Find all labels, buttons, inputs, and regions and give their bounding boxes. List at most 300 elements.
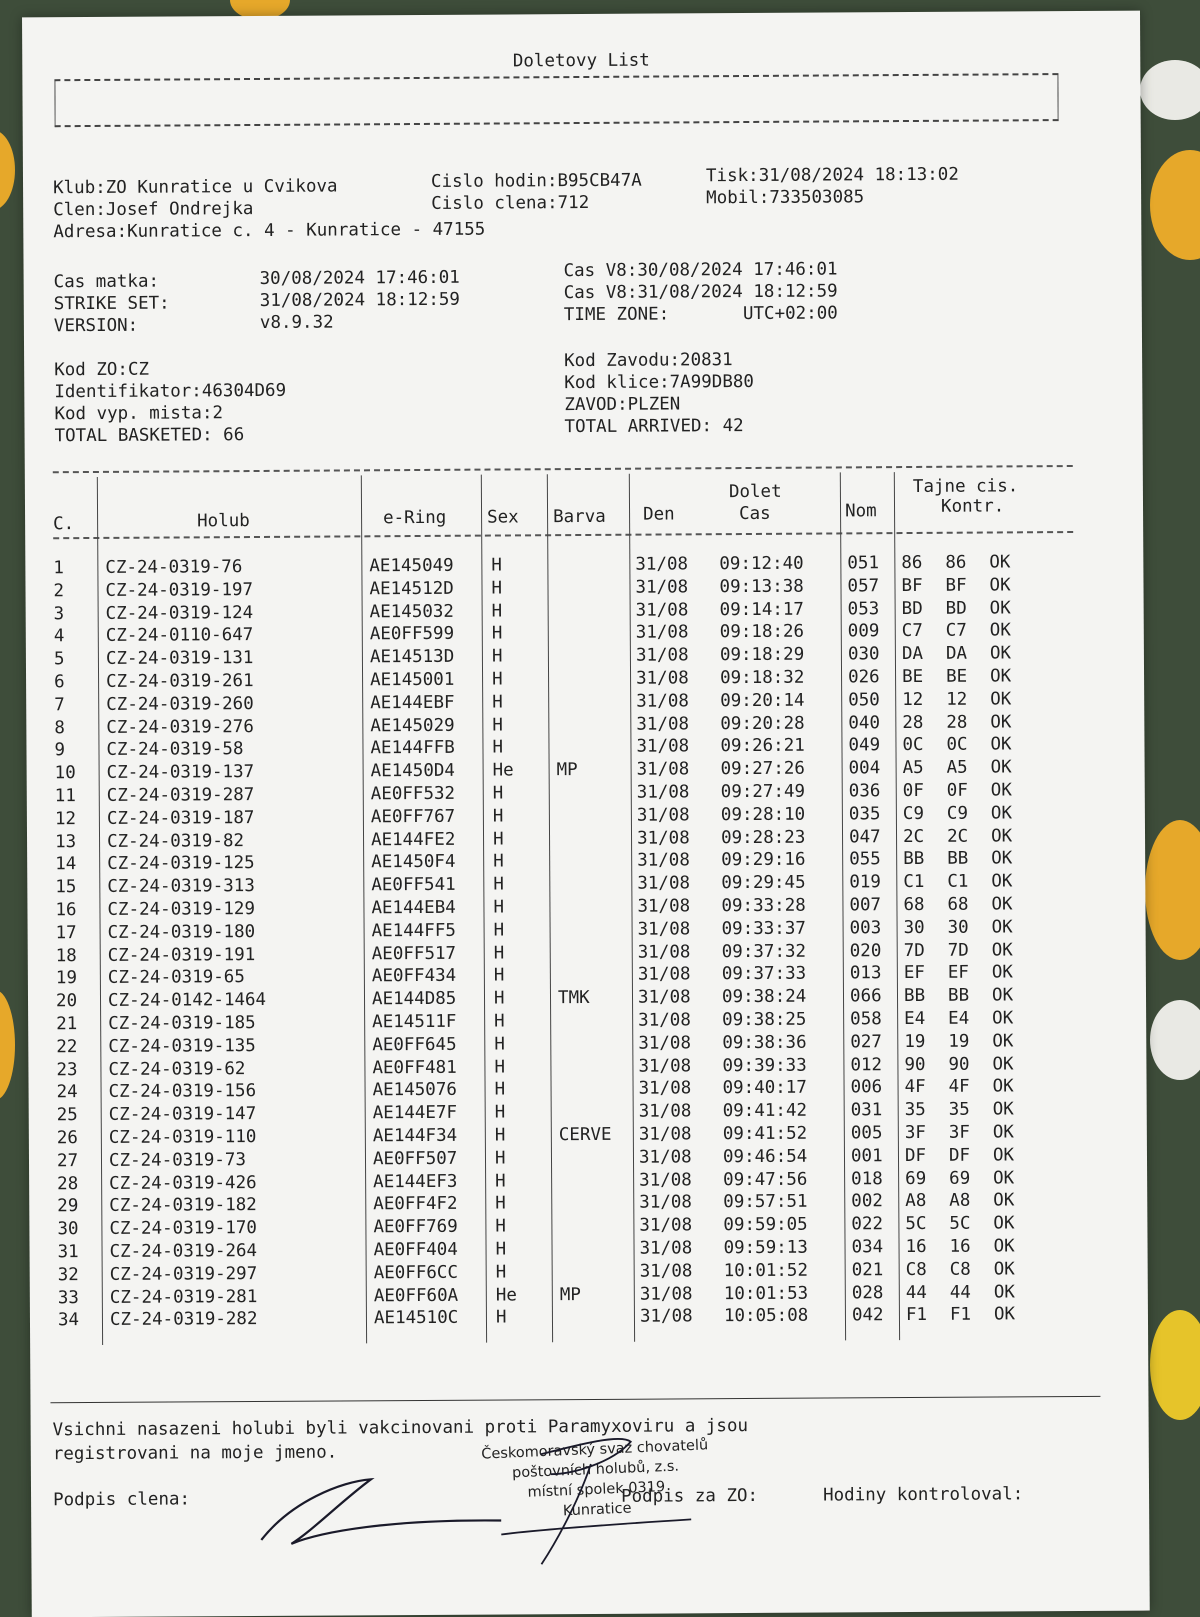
cell-kontrola: OK [989,643,1012,664]
cell-sex: H [494,1034,505,1055]
cell-cas: 09:57:51 [723,1192,808,1213]
time-zone: TIME ZONE: UTC+02:00 [563,303,838,326]
cell-poradi: 23 [56,1059,78,1080]
cell-holub: CZ-24-0319-276 [106,716,254,738]
total-basketed: TOTAL BASKETED: 66 [54,425,245,447]
cell-kontrola: OK [992,1076,1014,1097]
info-cislo-hodin: Cislo hodin:B95CB47A [430,170,642,192]
cell-kontrola: OK [989,620,1011,641]
cell-sex: H [493,920,505,941]
cell-sex: H [494,1125,506,1146]
hodiny-kontroloval-label: Hodiny kontroloval: [822,1484,1024,1506]
cell-kontrola: OK [991,871,1013,892]
cell-kontrola: OK [992,1122,1014,1143]
cell-den: 31/08 [639,1283,693,1305]
cell-tajne2: 28 [946,712,968,733]
cas-matka-value: 30/08/2024 17:46:01 [259,267,460,289]
cell-holub: CZ-24-0319-281 [109,1286,258,1308]
cell-kontrola: OK [991,894,1013,915]
col-header-tajne: Tajne cis. [912,476,1019,497]
cell-holub: CZ-24-0319-156 [108,1081,257,1103]
title-box [54,73,1058,127]
cell-tajne2: EF [947,963,970,984]
cell-nom: 018 [851,1168,883,1189]
cell-cas: 09:28:23 [720,827,806,848]
cell-nom: 003 [849,917,882,939]
cell-kontrola: OK [990,757,1012,778]
background-flower [1150,1310,1200,1420]
cell-holub: CZ-24-0319-147 [108,1104,257,1126]
cell-tajne1: C8 [905,1259,927,1280]
cell-den: 31/08 [638,1078,692,1100]
col-header-den: Den [642,504,675,525]
cell-poradi: 26 [56,1128,78,1149]
cell-holub: CZ-24-0319-137 [106,762,255,784]
cell-den: 31/08 [635,622,689,644]
cell-tajne2: 90 [948,1054,970,1075]
cell-tajne1: C9 [902,803,925,824]
cell-ering: AE145029 [370,715,455,736]
cell-den: 31/08 [639,1238,693,1259]
cell-kontrola: OK [993,1259,1015,1280]
cell-ering: AE0FF541 [371,874,456,896]
cell-den: 31/08 [636,691,689,712]
cell-sex: H [492,783,504,804]
cell-tajne1: 68 [903,894,925,916]
table-top-rule [53,465,1073,473]
cell-kontrola: OK [993,1213,1015,1234]
cell-tajne2: BE [945,666,968,687]
cell-cas: 09:38:24 [721,986,807,1008]
cell-holub: CZ-24-0319-187 [106,807,255,829]
cell-poradi: 7 [54,694,65,716]
cell-nom: 007 [849,895,882,916]
cell-sex: H [491,646,503,667]
cell-den: 31/08 [635,645,689,666]
cell-kontrola: OK [992,1099,1014,1120]
cell-tajne1: 12 [902,689,924,710]
cell-sex: H [491,623,503,644]
cell-kontrola: OK [991,939,1013,961]
cell-nom: 002 [851,1191,883,1212]
cell-tajne2: 4F [948,1077,970,1098]
cell-nom: 058 [850,1009,882,1030]
zo-signature [481,1433,702,1584]
cell-poradi: 10 [54,763,76,784]
cell-sex: H [492,737,504,758]
cell-tajne1: BB [903,849,925,870]
cell-poradi: 18 [55,945,77,966]
cell-poradi: 22 [56,1036,78,1058]
cell-cas: 09:20:28 [720,713,805,734]
cell-ering: AE144FF5 [371,920,456,942]
cell-cas: 09:13:38 [719,576,804,597]
cell-holub: CZ-24-0319-180 [107,921,256,943]
info-tisk: Tisk:31/08/2024 18:13:02 [705,164,959,187]
cell-tajne2: 0F [946,780,968,801]
cell-cas: 10:01:53 [723,1283,809,1304]
cell-ering: AE14512D [369,578,454,600]
cell-barva: CERVE [558,1124,612,1146]
cell-nom: 066 [849,986,882,1007]
cell-sex: H [494,1011,505,1032]
cell-poradi: 25 [56,1105,78,1126]
cell-tajne1: 0C [902,735,924,756]
cell-ering: AE144EF3 [373,1171,458,1192]
strike-set-value: 31/08/2024 18:12:59 [259,289,460,311]
cell-tajne1: F1 [905,1305,928,1326]
cell-nom: 020 [849,940,882,961]
cell-holub: CZ-24-0319-264 [109,1241,258,1262]
cell-nom: 031 [850,1100,883,1121]
footer-rule [50,1396,1100,1403]
cell-tajne1: 4F [904,1077,926,1098]
cell-holub: CZ-24-0319-313 [107,876,255,898]
cell-sex: H [493,897,505,918]
cell-tajne1: 44 [905,1282,927,1303]
cell-ering: AE0FF767 [370,806,456,828]
cell-sex: H [492,692,503,713]
col-header-nom: Nom [844,501,877,522]
cell-poradi: 1 [53,558,64,579]
podpis-za-zo-label: Podpis za ZO: [620,1485,759,1507]
cell-holub: CZ-24-0319-426 [109,1172,257,1194]
cell-tajne1: A8 [905,1191,927,1212]
table-row [30,1303,1070,1332]
cell-poradi: 9 [54,740,66,761]
cell-tajne2: 69 [949,1168,971,1189]
cell-poradi: 32 [57,1264,79,1286]
cell-sex: H [495,1193,506,1214]
cell-tajne2: BD [945,598,967,619]
cell-tajne1: 5C [905,1214,927,1235]
cell-tajne2: 16 [949,1236,971,1257]
cell-sex: H [495,1307,507,1328]
cell-tajne1: BB [903,986,926,1007]
cell-ering: AE0FF599 [369,624,455,645]
cell-cas: 09:37:32 [721,941,807,962]
cell-den: 31/08 [638,1101,692,1122]
cell-cas: 09:38:36 [722,1032,807,1053]
cell-tajne2: F1 [949,1305,972,1326]
cell-cas: 09:29:16 [721,850,806,871]
cell-poradi: 20 [55,991,78,1012]
cell-den: 31/08 [637,873,691,894]
info-clen: Clen:Josef Ondrejka [53,199,254,221]
cell-ering: AE0FF434 [371,966,457,987]
cell-kontrola: OK [991,848,1013,869]
strike-set-label: STRIKE SET: [53,293,170,315]
kod-zo: Kod ZO:CZ [54,359,150,381]
cell-den: 31/08 [636,668,689,689]
cell-tajne1: C1 [903,872,925,893]
cell-tajne1: DA [901,644,924,665]
cell-ering: AE145076 [372,1080,457,1101]
cell-ering: AE14510C [373,1308,459,1329]
cell-tajne2: A5 [946,757,968,778]
cell-sex: H [491,601,503,622]
cell-cas: 09:26:21 [720,736,805,757]
col-header-cas: Cas [738,503,771,525]
cell-holub: CZ-24-0319-62 [108,1058,246,1080]
cell-ering: AE0FF404 [373,1239,458,1261]
cell-nom: 001 [850,1145,883,1167]
cell-ering: AE144EB4 [371,897,456,919]
cell-cas: 09:39:33 [722,1055,807,1076]
cell-sex: H [494,1102,506,1123]
cell-cas: 09:28:10 [720,804,806,825]
cell-ering: AE14513D [369,646,455,668]
cell-kontrola: OK [993,1167,1015,1189]
cell-kontrola: OK [990,780,1012,801]
cell-tajne2: 19 [948,1031,970,1052]
stamp-line: Kunratice [562,1500,632,1520]
cell-tajne1: BF [901,575,923,596]
cell-kontrola: OK [992,1008,1014,1029]
cell-ering: AE1450D4 [370,760,455,782]
cell-den: 31/08 [635,554,689,575]
cell-tajne1: 3F [904,1122,926,1144]
background-flower [1150,1000,1200,1080]
cell-holub: CZ-24-0319-82 [106,830,245,852]
cell-ering: AE1450F4 [371,852,456,873]
cell-den: 31/08 [636,759,690,780]
cell-poradi: 12 [54,808,77,830]
cell-poradi: 17 [55,922,77,944]
cell-barva: MP [556,760,578,781]
cell-nom: 040 [848,712,881,733]
cell-cas: 10:05:08 [723,1306,809,1327]
cell-ering: AE145032 [369,601,455,622]
cell-nom: 019 [849,872,881,893]
cell-sex: He [492,760,514,781]
cell-nom: 009 [847,621,880,642]
cell-holub: CZ-24-0319-125 [107,853,255,875]
cell-den: 31/08 [636,713,690,735]
cell-poradi: 13 [54,831,77,852]
cell-kontrola: OK [993,1236,1015,1257]
cell-den: 31/08 [636,827,690,849]
cell-sex: H [492,829,504,850]
cell-kontrola: OK [991,962,1014,983]
cell-sex: H [492,715,503,736]
cell-tajne1: 16 [905,1236,927,1258]
col-header-ering: e-Ring [383,507,447,529]
cell-nom: 057 [847,575,880,597]
cell-cas: 09:40:17 [722,1078,807,1099]
cell-den: 31/08 [639,1306,693,1328]
cell-tajne2: BB [947,985,970,1006]
cell-poradi: 11 [54,786,76,807]
zavod: ZAVOD:PLZEN [564,394,681,416]
cell-kontrola: OK [993,1304,1016,1325]
cell-barva: TMK [557,988,590,1009]
cell-sex: H [493,965,505,986]
cell-tajne2: 2C [946,826,969,847]
cell-cas: 09:59:05 [723,1214,808,1236]
cell-tajne2: 86 [945,552,967,573]
cell-kontrola: OK [993,1281,1015,1303]
doletovy-list-sheet [22,11,1150,1617]
cell-cas: 09:38:25 [722,1009,807,1031]
cell-tajne1: 90 [904,1054,926,1075]
cell-kontrola: OK [990,711,1012,733]
cell-tajne2: E4 [948,1008,970,1029]
kod-klice: Kod klice:7A99DB80 [564,371,754,394]
cell-den: 31/08 [639,1261,693,1282]
cell-nom: 006 [850,1077,883,1098]
cell-den: 31/08 [636,736,690,758]
cell-cas: 09:18:29 [719,644,805,666]
podpis-clena-label: Podpis clena: [53,1489,191,1511]
cell-cas: 09:27:26 [720,758,805,780]
total-arrived: TOTAL ARRIVED: 42 [564,416,744,438]
cell-den: 31/08 [638,1010,691,1031]
cell-holub: CZ-24-0319-110 [108,1127,257,1148]
cell-tajne2: BF [945,575,967,596]
cell-holub: CZ-24-0319-73 [108,1149,247,1171]
cell-holub: CZ-24-0319-185 [108,1013,256,1034]
cell-den: 31/08 [637,941,691,963]
cell-cas: 09:37:33 [721,964,807,985]
identifikator: Identifikator:46304D69 [54,380,287,403]
cell-tajne1: 19 [904,1031,926,1052]
cell-ering: AE0FF769 [373,1216,458,1238]
cell-tajne1: 86 [901,552,923,574]
cell-poradi: 30 [57,1219,79,1240]
cell-nom: 005 [850,1123,883,1144]
info-mobil: Mobil:733503085 [706,187,865,209]
cell-holub: CZ-24-0319-58 [106,739,244,761]
cell-tajne2: 30 [947,917,969,938]
kod-vyp-mista: Kod vyp. mista:2 [54,403,224,425]
cell-sex: He [495,1285,517,1306]
info-cislo-clena: Cislo clena:712 [431,192,590,214]
cell-den: 31/08 [637,850,690,872]
cell-den: 31/08 [636,782,690,803]
cell-ering: AE145001 [370,669,455,691]
cell-tajne2: C8 [949,1259,971,1280]
cell-sex: H [495,1262,507,1283]
cell-tajne2: C1 [947,871,969,892]
cell-tajne1: E4 [904,1008,926,1030]
cell-tajne2: 3F [948,1122,970,1143]
cell-ering: AE0FF517 [371,943,457,964]
cell-kontrola: OK [989,597,1011,619]
cell-cas: 09:14:17 [719,599,804,620]
cell-kontrola: OK [993,1190,1015,1211]
vaccination-declaration-line1: Vsichni nasazeni holubi byli vakcinovani proti Paramyxoviru a jsou [52,1416,749,1441]
cell-nom: 050 [848,689,880,711]
cell-poradi: 4 [53,626,65,647]
cell-holub: CZ-24-0319-131 [105,648,254,670]
cell-tajne1: 2C [902,826,925,847]
cell-cas: 09:29:45 [721,872,806,894]
cell-tajne2: C7 [945,621,967,642]
cell-kontrola: OK [990,803,1013,824]
cell-ering: AE144FFB [370,738,455,759]
cell-poradi: 28 [57,1173,79,1194]
cas-v8-end: Cas V8:31/08/2024 18:12:59 [563,281,838,304]
cell-ering: AE144D85 [371,988,457,1010]
cell-nom: 042 [851,1305,884,1326]
cell-tajne1: 0F [902,780,924,802]
cell-nom: 012 [850,1054,883,1075]
cell-ering: AE0FF507 [372,1148,458,1170]
cell-sex: H [494,1079,506,1100]
cell-kontrola: OK [990,689,1012,710]
cell-poradi: 31 [57,1242,79,1263]
version-label: VERSION: [53,315,139,337]
cell-kontrola: OK [992,1053,1014,1075]
cell-holub: CZ-24-0319-261 [106,671,254,692]
cell-poradi: 3 [53,603,65,624]
cell-sex: H [494,1148,506,1169]
cell-holub: CZ-24-0319-124 [105,602,254,624]
cell-nom: 026 [847,667,880,688]
cell-tajne2: BB [947,849,969,870]
cell-nom: 035 [848,803,881,825]
cell-sex: H [495,1239,507,1260]
cell-sex: H [493,851,504,872]
cell-poradi: 29 [57,1196,79,1217]
cell-tajne2: 44 [949,1282,971,1303]
col-header-holub: Holub [197,511,250,532]
cell-poradi: 27 [56,1150,79,1172]
cell-poradi: 8 [54,717,65,738]
cell-tajne2: DA [945,643,968,664]
cell-den: 31/08 [638,1124,692,1145]
cell-ering: AE145049 [369,555,454,577]
cell-sex: H [491,578,503,599]
cell-holub: CZ-24-0319-260 [106,693,254,715]
cell-ering: AE144F34 [372,1125,458,1147]
cell-poradi: 14 [55,854,77,875]
cell-poradi: 5 [53,649,65,670]
col-header-sex: Sex [487,507,519,528]
cell-tajne2: 7D [947,940,969,961]
cell-tajne1: 69 [905,1168,927,1189]
cell-barva: MP [559,1284,581,1305]
cell-cas: 10:01:52 [723,1260,809,1281]
stamp-line: poštovních holubů, z.s. [511,1458,680,1482]
cell-nom: 028 [851,1282,884,1303]
cell-ering: AE144EBF [370,692,455,714]
stamp-line: místní spolek 0319 [527,1479,666,1501]
cell-holub: CZ-24-0319-65 [107,967,245,989]
cell-den: 31/08 [639,1169,692,1191]
cell-holub: CZ-24-0319-191 [107,944,256,966]
cell-nom: 047 [848,826,881,847]
cell-cas: 09:18:32 [719,667,805,689]
document-title: Doletovy List [512,50,650,72]
cell-sex: H [493,988,505,1009]
cell-den: 31/08 [638,1147,692,1168]
cell-sex: H [491,555,502,576]
cell-cas: 09:46:54 [722,1146,808,1167]
col-header-c: C. [53,514,75,535]
cell-poradi: 33 [57,1287,79,1308]
cell-tajne1: DF [904,1145,927,1166]
col-header-kontr: Kontr. [940,496,1005,517]
cell-cas: 09:20:14 [720,690,805,711]
cell-poradi: 19 [55,968,78,989]
cell-poradi: 34 [57,1310,80,1331]
cell-tajne1: C7 [901,621,923,642]
cell-poradi: 16 [55,900,77,921]
background-flower [1140,60,1200,120]
cas-v8-start: Cas V8:30/08/2024 17:46:01 [563,259,838,282]
